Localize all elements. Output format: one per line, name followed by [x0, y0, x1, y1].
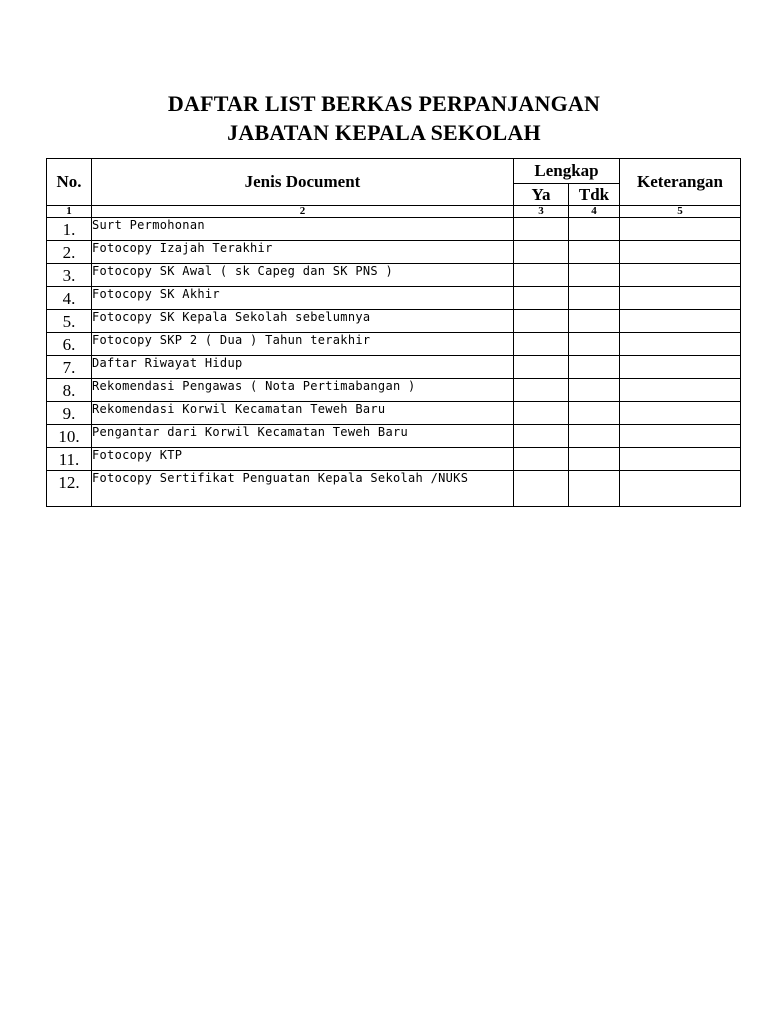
- header-lengkap: Lengkap: [514, 159, 620, 184]
- document-checklist-table: [46, 158, 741, 507]
- cell-tdk: [569, 402, 620, 425]
- cell-ya: [514, 287, 569, 310]
- row-document: Daftar Riwayat Hidup: [92, 356, 514, 379]
- cell-ya: [514, 356, 569, 379]
- header-ya: Ya: [514, 184, 569, 206]
- column-number: 3: [514, 206, 569, 218]
- table-row: [47, 402, 741, 425]
- cell-tdk: [569, 471, 620, 507]
- cell-ya: [514, 425, 569, 448]
- header-jenis-document: Jenis Document: [92, 159, 514, 206]
- cell-tdk: [569, 264, 620, 287]
- row-document: Fotocopy SK Awal ( sk Capeg dan SK PNS ): [92, 264, 514, 287]
- cell-ya: [514, 264, 569, 287]
- cell-keterangan: [620, 471, 741, 507]
- cell-ya: [514, 379, 569, 402]
- cell-tdk: [569, 448, 620, 471]
- cell-keterangan: [620, 379, 741, 402]
- cell-keterangan: [620, 356, 741, 379]
- row-document: Pengantar dari Korwil Kecamatan Teweh Baru: [92, 425, 514, 448]
- cell-keterangan: [620, 218, 741, 241]
- row-number: 4.: [47, 287, 92, 310]
- cell-keterangan: [620, 402, 741, 425]
- row-document: Fotocopy SK Akhir: [92, 287, 514, 310]
- cell-ya: [514, 241, 569, 264]
- table-row: [47, 264, 741, 287]
- column-number: 1: [47, 206, 92, 218]
- row-number: 5.: [47, 310, 92, 333]
- column-number-row: [47, 206, 741, 218]
- cell-tdk: [569, 218, 620, 241]
- row-document: Fotocopy SKP 2 ( Dua ) Tahun terakhir: [92, 333, 514, 356]
- cell-ya: [514, 333, 569, 356]
- column-number: 5: [620, 206, 741, 218]
- row-document: Fotocopy KTP: [92, 448, 514, 471]
- header-keterangan: Keterangan: [620, 159, 741, 206]
- row-document: Fotocopy Sertifikat Penguatan Kepala Sekolah /NUKS: [92, 471, 514, 507]
- row-document: Surt Permohonan: [92, 218, 514, 241]
- cell-ya: [514, 310, 569, 333]
- table-row: [47, 287, 741, 310]
- row-number: 8.: [47, 379, 92, 402]
- row-number: 9.: [47, 402, 92, 425]
- table-row: [47, 425, 741, 448]
- table-row: [47, 448, 741, 471]
- header-tdk: Tdk: [569, 184, 620, 206]
- cell-ya: [514, 402, 569, 425]
- row-document: Rekomendasi Korwil Kecamatan Teweh Baru: [92, 402, 514, 425]
- header-no: No.: [47, 159, 92, 206]
- cell-tdk: [569, 287, 620, 310]
- cell-keterangan: [620, 287, 741, 310]
- cell-tdk: [569, 425, 620, 448]
- cell-tdk: [569, 356, 620, 379]
- table-row: [47, 218, 741, 241]
- cell-tdk: [569, 333, 620, 356]
- cell-ya: [514, 471, 569, 507]
- column-number: 4: [569, 206, 620, 218]
- table-row: [47, 333, 741, 356]
- table-row: [47, 379, 741, 402]
- cell-keterangan: [620, 448, 741, 471]
- row-number: 12.: [47, 471, 92, 507]
- cell-tdk: [569, 241, 620, 264]
- document-title-line-1: DAFTAR LIST BERKAS PERPANJANGAN: [167, 91, 601, 116]
- row-document: Rekomendasi Pengawas ( Nota Pertimabangan ): [92, 379, 514, 402]
- table-row: [47, 241, 741, 264]
- cell-ya: [514, 448, 569, 471]
- row-number: 11.: [47, 448, 92, 471]
- row-number: 2.: [47, 241, 92, 264]
- row-number: 3.: [47, 264, 92, 287]
- document-title-line-2: JABATAN KEPALA SEKOLAH: [227, 120, 541, 145]
- row-number: 7.: [47, 356, 92, 379]
- row-document: Fotocopy Izajah Terakhir: [92, 241, 514, 264]
- row-document: Fotocopy SK Kepala Sekolah sebelumnya: [92, 310, 514, 333]
- table-row: [47, 471, 741, 507]
- cell-keterangan: [620, 264, 741, 287]
- table-row: [47, 310, 741, 333]
- row-number: 1.: [47, 218, 92, 241]
- cell-ya: [514, 218, 569, 241]
- row-number: 10.: [47, 425, 92, 448]
- cell-tdk: [569, 310, 620, 333]
- cell-keterangan: [620, 333, 741, 356]
- cell-keterangan: [620, 425, 741, 448]
- table-row: [47, 356, 741, 379]
- row-number: 6.: [47, 333, 92, 356]
- column-number: 2: [92, 206, 514, 218]
- cell-tdk: [569, 379, 620, 402]
- cell-keterangan: [620, 310, 741, 333]
- cell-keterangan: [620, 241, 741, 264]
